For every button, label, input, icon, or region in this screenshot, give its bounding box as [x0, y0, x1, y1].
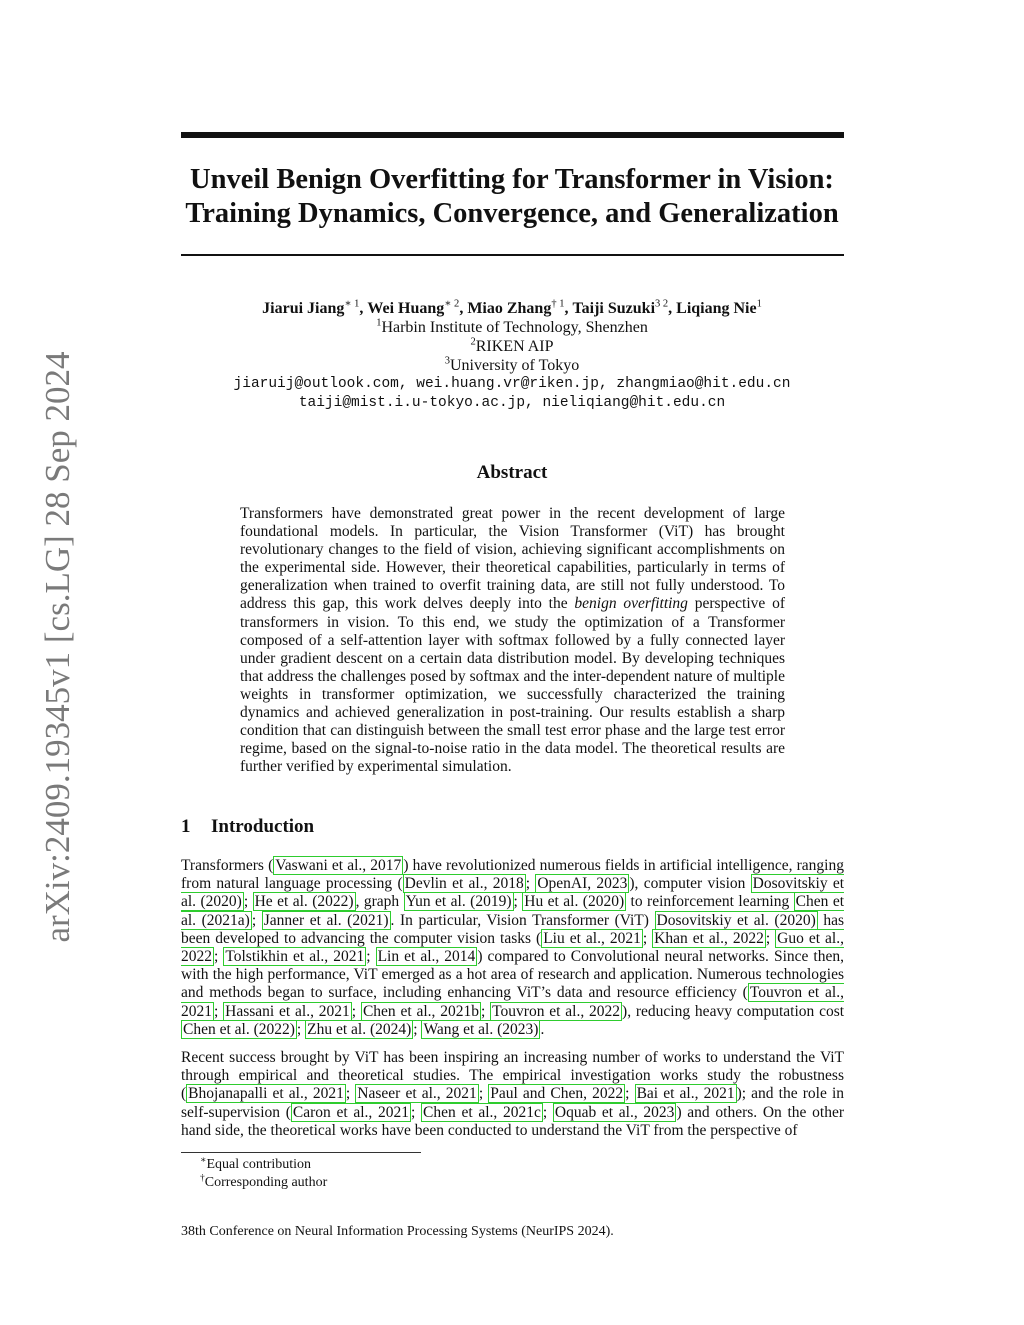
paragraph-text: .: [540, 1020, 545, 1038]
paragraph-text: ) compared to Convolutional neural networks. Since then, with the high performance, ViT emerged as a hot area of research and application. Numerous technologies and methods began to surface, including enhancing ViT’s data and resource efficiency (: [181, 948, 844, 1002]
citation-link[interactable]: Yun et al. (2019): [405, 893, 512, 911]
paragraph-text: ;: [296, 1020, 306, 1038]
author-block: [150, 299, 874, 413]
paragraph-text: ;: [542, 1103, 553, 1121]
citation-link[interactable]: Khan et al., 2022: [654, 929, 764, 947]
citation-link[interactable]: Guo et al., 2022: [181, 929, 844, 966]
intro-paragraph-1: [181, 857, 844, 1039]
paper-title: [150, 163, 874, 231]
citation-link[interactable]: Zhu et al. (2024): [307, 1020, 412, 1038]
author: Liqiang Nie$^1$: [676, 298, 762, 317]
paragraph-text: ;: [251, 911, 262, 929]
affiliation: $^2$RIKEN AIP: [470, 336, 554, 355]
footnote: †Corresponding author: [200, 1173, 328, 1190]
citation-link[interactable]: Devlin et al., 2018: [404, 875, 524, 893]
citation-link[interactable]: Touvron et al., 2022: [492, 1002, 621, 1020]
paragraph-text: ;: [243, 893, 253, 911]
title-top-rule: [181, 132, 844, 138]
author-emails: taiji@mist.i.u-tokyo.ac.jp, nieliqiang@hit.edu.cn: [298, 395, 726, 411]
citation-link[interactable]: Chen et al. (2021a): [181, 893, 845, 929]
title-line-2: Training Dynamics, Convergence, and Generalization: [185, 198, 839, 229]
footnote: ∗Equal contribution: [200, 1155, 312, 1172]
citation-link[interactable]: OpenAI, 2023: [537, 875, 628, 893]
section-heading: 1 Introduction: [181, 816, 315, 837]
citation-link[interactable]: Bhojanapalli et al., 2021: [188, 1085, 344, 1103]
paragraph-text: ;: [345, 1085, 356, 1103]
paragraph-text: ;: [481, 1002, 491, 1020]
citation-link[interactable]: Vaswani et al., 2017: [275, 857, 402, 874]
citation-link[interactable]: Oquab et al., 2023: [554, 1103, 675, 1121]
citation-link[interactable]: Chen et al. (2022): [183, 1020, 295, 1038]
citation-link[interactable]: Naseer et al., 2021: [357, 1085, 477, 1103]
citation-link[interactable]: Wang et al. (2023): [423, 1020, 539, 1038]
author: Miao Zhang$^{\dagger 1}$: [467, 298, 565, 317]
paragraph-text: ;: [642, 929, 653, 947]
title-line-1: Unveil Benign Overfitting for Transformer in Vision:: [190, 164, 834, 195]
author-emails: jiaruij@outlook.com, wei.huang.vr@riken.jp, zhangmiao@hit.edu.cn: [233, 376, 791, 392]
paragraph-text: to reinforcement learning: [626, 893, 794, 911]
footnote-rule: [181, 1152, 421, 1153]
abstract-heading: Abstract: [476, 462, 548, 483]
citation-link[interactable]: He et al. (2022): [254, 893, 354, 911]
paragraph-text: Recent success brought by ViT has been inspiring an increasing number of works to understand the ViT through empirical and theoretical studies. The empirical investigation works study the robustness (: [181, 1049, 844, 1103]
citation-link[interactable]: Janner et al. (2021): [263, 911, 389, 929]
paragraph-text: ;: [625, 1085, 635, 1103]
citation-link[interactable]: Dosovitskiy et al. (2020): [656, 911, 816, 929]
citation-link[interactable]: Hu et al. (2020): [524, 893, 625, 911]
paragraph-text: . In particular, Vision Transformer (ViT): [390, 911, 655, 929]
paragraph-text: ;: [513, 893, 523, 911]
citation-link[interactable]: Hassani et al., 2021: [225, 1002, 350, 1020]
affiliation: $^1$Harbin Institute of Technology, Shenzhen: [376, 317, 648, 336]
venue-footer: 38th Conference on Neural Information Processing Systems (NeurIPS 2024).: [181, 1224, 614, 1239]
paragraph-text: ), computer vision: [629, 875, 751, 893]
paragraph-text: ;: [351, 1002, 361, 1020]
paragraph-text: , graph: [355, 893, 404, 911]
citation-link[interactable]: Dosovitskiy et al. (2020): [181, 875, 845, 911]
paragraph-text: ) and others. On the other hand side, the theoretical works have been conducted to understand the ViT from the perspective of: [181, 1103, 844, 1139]
citation-link[interactable]: Chen et al., 2021c: [423, 1103, 541, 1121]
paragraph-text: ;: [366, 948, 376, 966]
arxiv-identifier: arXiv:2409.19345v1 [cs.LG] 28 Sep 2024: [38, 351, 77, 943]
paragraph-text: ;: [525, 875, 536, 893]
abstract-emphasis: benign overfitting: [574, 595, 688, 613]
citation-link[interactable]: Bai et al., 2021: [636, 1085, 735, 1103]
paragraph-text: ); and the role in self-supervision (: [181, 1085, 845, 1121]
paragraph-text: ;: [214, 1002, 224, 1020]
paragraph-text: ;: [413, 1020, 422, 1038]
abstract-text: Transformers have demonstrated great power in the recent development of large foundational models. In particular, the Vision Transformer (ViT) has brought revolutionary changes to the field of vision, achieving significant accomplishments on the experimental side. However, their theoretical capabilities, particularly in terms of generalization when trained to overfit training data, are still not fully understood. To address this gap, this work delves deeply into the benign overfitting perspective of transformers in vision. To this end, we study the optimization of a Transformer composed of a self-attention layer with softmax followed by a fully connected layer under gradient descent on a certain data distribution model. By developing techniques that address the challenges posed by softmax and the inter-dependent nature of multiple weights in transformer optimization, we successfully characterized the training dynamics and achieved generalization in post-training. Our results establish a sharp condition that can distinguish between the small test error phase and the large test error regime, based on the signal-to-noise ratio in the data model. The theoretical results are further verified by experimental simulation.: [240, 505, 785, 776]
citation-link[interactable]: Liu et al., 2021: [543, 929, 641, 947]
paragraph-text: ;: [411, 1103, 422, 1121]
paragraph-text: ;: [478, 1085, 489, 1103]
paragraph-text: ;: [765, 929, 776, 947]
paragraph-text: Transformers (: [181, 857, 274, 874]
paragraph-text: ), reducing heavy computation cost: [622, 1002, 845, 1020]
citation-link[interactable]: Lin et al., 2014: [377, 948, 476, 966]
footnotes: [200, 1156, 327, 1192]
paragraph-text: has been developed to advancing the computer vision tasks (: [181, 911, 844, 947]
citation-link[interactable]: Touvron et al., 2021: [181, 984, 844, 1020]
citation-link[interactable]: Caron et al., 2021: [292, 1103, 409, 1121]
citation-link[interactable]: Paul and Chen, 2022: [490, 1085, 624, 1103]
affiliation: $^3$University of Tokyo: [444, 355, 580, 374]
citation-link[interactable]: Chen et al., 2021b: [362, 1002, 479, 1020]
author: Taiji Suzuki$^{3 2}$: [572, 298, 669, 317]
citation-link[interactable]: Tolstikhin et al., 2021: [225, 948, 365, 966]
author: Wei Huang$^{∗ 2}$: [367, 298, 460, 317]
author: Jiarui Jiang$^{∗ 1}$: [262, 298, 360, 317]
title-bottom-rule: [181, 254, 844, 256]
paragraph-text: ;: [214, 948, 224, 966]
paragraph-text: ) have revolutionized numerous fields in artificial intelligence, ranging from natural language processing (: [181, 857, 844, 893]
intro-paragraph-2: [181, 1049, 844, 1140]
author-list: Jiarui Jiang$^{∗ 1}$ , Wei Huang$^{∗ 2}$ , Miao Zhang$^{\dagger 1}$ , Taiji Suzuki$^{3 2}$ , Liqiang Nie$^1$: [262, 298, 762, 317]
